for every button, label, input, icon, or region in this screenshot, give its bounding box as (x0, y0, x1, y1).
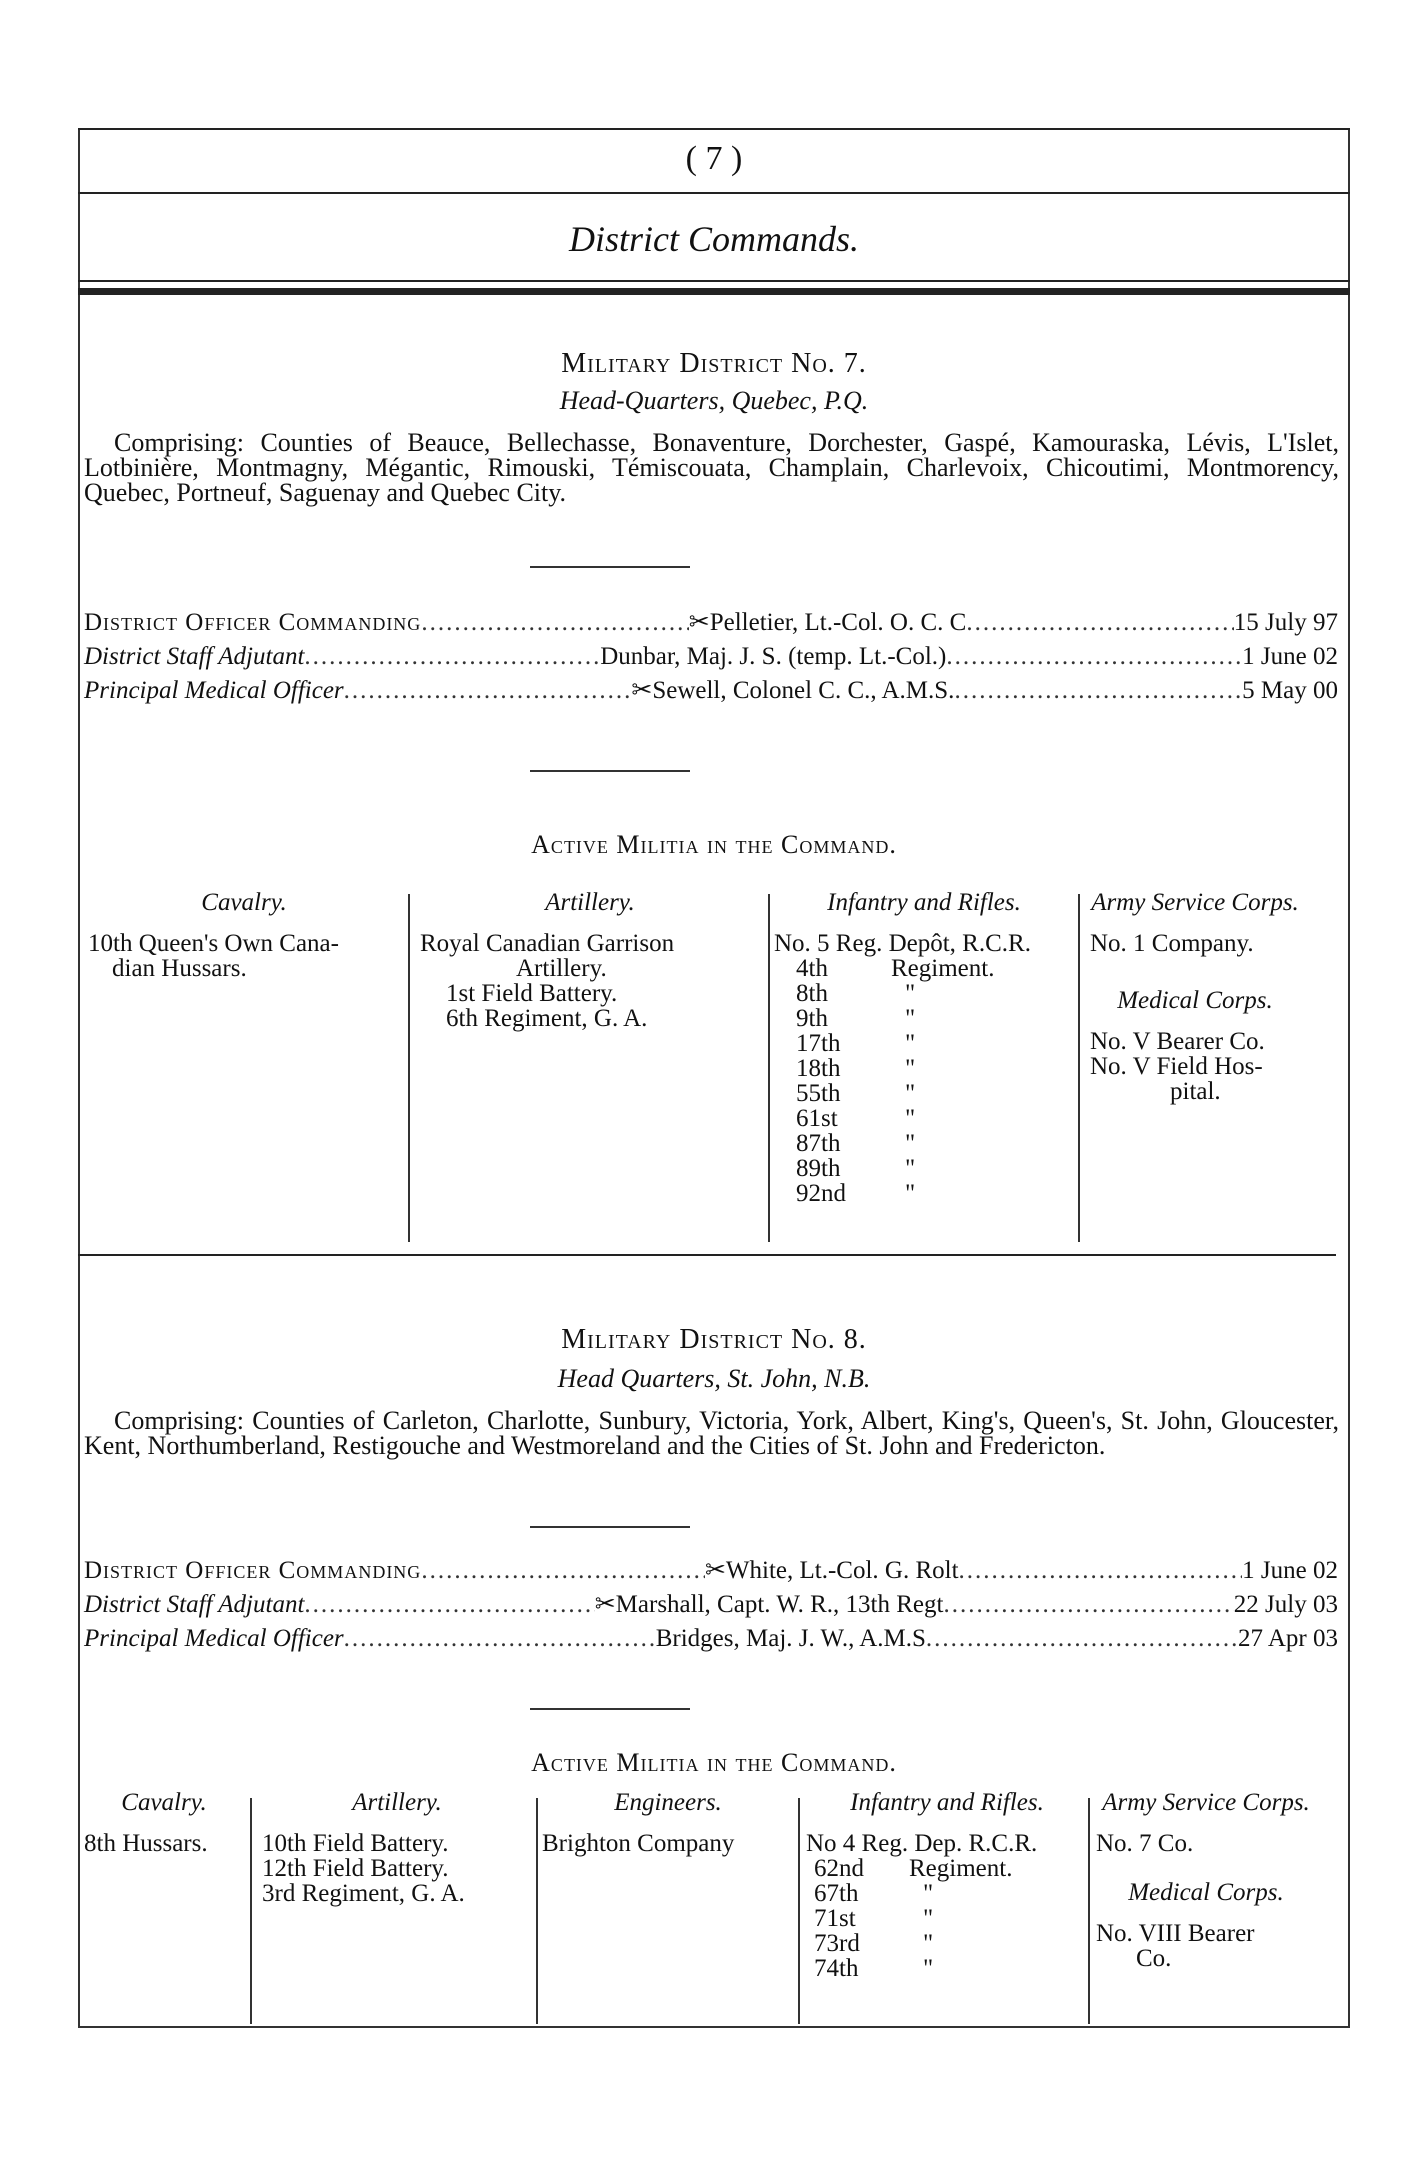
army-service-column (1090, 890, 1340, 1104)
district-comprising: Comprising: Counties of Carleton, Charlotte, Sunbury, Victoria, York, Albert, King's, Queen's, St. John, Gloucester, Kent, Northumberland, Restigouche and Westmoreland and the Cities of St. John and Fredericton. (84, 1406, 1339, 1460)
infantry-regiment-row (796, 1106, 1074, 1131)
officer-date: 5 May 00 (1242, 677, 1338, 704)
district-title: Military District No. 7. (561, 348, 867, 379)
district-comprising: Comprising: Counties of Beauce, Bellechasse, Bonaventure, Dorchester, Gaspé, Kamouraska, Lévis, L'Islet, Lotbinière, Montmagny, Mégantic, Rimouski, Témiscouata, Champlain, Charlevoix, Chicoutimi, Montmorency, Quebec, Portneuf, Saguenay and Quebec City. (84, 428, 1339, 507)
regiment-number: 17th (796, 1030, 841, 1057)
artillery-unit: 6th Regiment, G. A. (446, 1005, 648, 1032)
leader-dots (954, 674, 1242, 708)
officer-name: Bridges, Maj. J. W., A.M.S (655, 1625, 926, 1652)
infantry-regiment-row (796, 1081, 1074, 1106)
column-heading: Army Service Corps. (1102, 1789, 1310, 1816)
cavalry-column (84, 890, 404, 981)
leader-dots (344, 674, 632, 708)
regiment-number: 4th (796, 955, 828, 982)
column-heading: Army Service Corps. (1091, 889, 1299, 916)
infantry-regiment-row (796, 981, 1074, 1006)
title-rule-thick (78, 288, 1350, 295)
engineers-unit: Brighton Company (542, 1830, 735, 1857)
infantry-regiment-row (814, 1856, 1088, 1881)
column-heading: Cavalry. (201, 889, 287, 916)
column-heading: Infantry and Rifles. (850, 1789, 1044, 1816)
column-heading: Medical Corps. (1128, 1879, 1284, 1906)
header-rule (78, 192, 1350, 194)
officer-role: District Staff Adjutant (84, 643, 305, 670)
leader-dots (946, 640, 1242, 674)
officer-date: 1 June 02 (1242, 1557, 1338, 1584)
infantry-regiment-row (796, 1131, 1074, 1156)
regiment-label: " (923, 1930, 934, 1957)
regiment-number: 73rd (814, 1930, 860, 1957)
regiment-label: " (923, 1880, 934, 1907)
leader-dots (926, 1622, 1238, 1656)
section-divider (530, 770, 690, 772)
artillery-column (262, 1790, 532, 1906)
artillery-unit: Royal Canadian Garrison (420, 930, 675, 957)
infantry-column (806, 1790, 1088, 1981)
regiment-number: 89th (796, 1155, 841, 1182)
officer-name: ✂Sewell, Colonel C. C., A.M.S. (631, 677, 955, 704)
column-divider (798, 1798, 800, 2024)
infantry-regiment-row (796, 1181, 1074, 1206)
artillery-column (420, 890, 760, 1031)
officer-row (84, 1622, 1338, 1656)
regiment-number: 67th (814, 1880, 859, 1907)
officer-row (84, 606, 1338, 640)
army-service-column (1096, 1790, 1340, 1971)
regiment-number: 18th (796, 1055, 841, 1082)
artillery-unit: 3rd Regiment, G. A. (262, 1880, 465, 1907)
leader-dots (966, 606, 1233, 640)
regiment-number: 71st (814, 1905, 856, 1932)
cavalry-column (84, 1790, 244, 1856)
column-heading: Engineers. (614, 1789, 722, 1816)
regiment-label: " (905, 980, 916, 1007)
column-heading: Artillery. (352, 1789, 442, 1816)
column-divider (1088, 1798, 1090, 2024)
leader-dots (421, 606, 688, 640)
page-title: District Commands. (568, 219, 860, 259)
officer-date: 1 June 02 (1242, 643, 1338, 670)
infantry-column (774, 890, 1074, 1206)
regiment-label: " (905, 1105, 916, 1132)
regiment-label: " (905, 1180, 916, 1207)
officer-date: 15 July 97 (1233, 609, 1338, 636)
officer-name: ✂Pelletier, Lt.-Col. O. C. C (688, 609, 967, 636)
officer-list (84, 606, 1338, 708)
officer-list (84, 1554, 1338, 1656)
regiment-label: " (905, 1130, 916, 1157)
medical-unit: pital. (1170, 1078, 1221, 1105)
artillery-unit: 1st Field Battery. (446, 980, 618, 1007)
cavalry-unit: 8th Hussars. (84, 1830, 208, 1857)
column-divider (1078, 894, 1080, 1242)
officer-date: 22 July 03 (1233, 1591, 1338, 1618)
medical-unit: No. VIII Bearer (1096, 1920, 1255, 1947)
officer-role: Principal Medical Officer (84, 677, 344, 704)
infantry-regiment-row (796, 1031, 1074, 1056)
medical-unit: No. V Bearer Co. (1090, 1028, 1265, 1055)
officer-date: 27 Apr 03 (1238, 1625, 1338, 1652)
officer-name: ✂Marshall, Capt. W. R., 13th Regt (594, 1591, 944, 1618)
cavalry-unit: 10th Queen's Own Cana- (88, 930, 339, 957)
column-heading: Infantry and Rifles. (827, 889, 1021, 916)
district-headquarters: Head-Quarters, Quebec, P.Q. (559, 386, 869, 415)
artillery-unit: 10th Field Battery. (262, 1830, 449, 1857)
title-rule-thin (78, 280, 1350, 282)
column-heading: Artillery. (545, 889, 635, 916)
infantry-regiment-row (814, 1931, 1088, 1956)
regiment-label: " (905, 1005, 916, 1032)
regiment-label: " (905, 1080, 916, 1107)
officer-row (84, 1588, 1338, 1622)
column-divider (408, 894, 410, 1242)
asc-unit: No. 7 Co. (1096, 1830, 1194, 1857)
regiment-number: 62nd (814, 1855, 864, 1882)
officer-role: Principal Medical Officer (84, 1625, 344, 1652)
column-heading: Cavalry. (121, 1789, 207, 1816)
section-divider (530, 1526, 690, 1528)
officer-role: District Officer Commanding (84, 609, 422, 636)
officer-role: District Staff Adjutant (84, 1591, 305, 1618)
regiment-label: " (905, 1055, 916, 1082)
column-divider (536, 1798, 538, 2024)
asc-unit: No. 1 Company. (1090, 930, 1254, 957)
militia-title: Active Militia in the Command. (531, 830, 897, 859)
regiment-number: 74th (814, 1955, 859, 1982)
infantry-regiment-row (814, 1906, 1088, 1931)
infantry-regiment-row (796, 956, 1074, 981)
medical-unit: Co. (1136, 1945, 1172, 1972)
officer-row (84, 1554, 1338, 1588)
regiment-label: " (923, 1905, 934, 1932)
district-title: Military District No. 8. (561, 1324, 867, 1355)
medical-unit: No. V Field Hos- (1090, 1053, 1263, 1080)
district-headquarters: Head Quarters, St. John, N.B. (557, 1364, 871, 1393)
regiment-label: Regiment. (909, 1855, 1013, 1882)
leader-dots (421, 1554, 705, 1588)
column-heading: Medical Corps. (1117, 987, 1273, 1014)
section-divider (530, 1708, 690, 1710)
leader-dots (943, 1588, 1233, 1622)
infantry-regiment-row (796, 1006, 1074, 1031)
regiment-number: 9th (796, 1005, 828, 1032)
infantry-regiment-row (814, 1881, 1088, 1906)
column-divider (768, 894, 770, 1242)
engineers-column (542, 1790, 794, 1856)
infantry-regiment-row (814, 1956, 1088, 1981)
officer-row (84, 640, 1338, 674)
infantry-regiment-row (796, 1056, 1074, 1081)
cavalry-unit: dian Hussars. (112, 955, 247, 982)
officer-role: District Officer Commanding (84, 1557, 422, 1584)
regiment-number: 8th (796, 980, 828, 1007)
infantry-regiment-row (796, 1156, 1074, 1181)
regiment-label: " (905, 1030, 916, 1057)
section-divider (530, 566, 690, 568)
leader-dots (959, 1554, 1243, 1588)
artillery-unit: 12th Field Battery. (262, 1855, 449, 1882)
leader-dots (304, 1588, 594, 1622)
leader-dots (304, 640, 600, 674)
regiment-label: " (905, 1155, 916, 1182)
regiment-number: 92nd (796, 1180, 846, 1207)
regiment-number: 55th (796, 1080, 841, 1107)
regiment-label: Regiment. (891, 955, 995, 982)
regiment-label: " (923, 1955, 934, 1982)
regiment-number: 61st (796, 1105, 838, 1132)
officer-name: Dunbar, Maj. J. S. (temp. Lt.-Col.) (600, 643, 947, 670)
officer-row (84, 674, 1338, 708)
regiment-number: 87th (796, 1130, 841, 1157)
leader-dots (344, 1622, 656, 1656)
top-rule (78, 128, 1350, 130)
officer-name: ✂White, Lt.-Col. G. Rolt (704, 1557, 959, 1584)
militia-title: Active Militia in the Command. (531, 1748, 897, 1777)
page-number: ( 7 ) (685, 140, 743, 177)
column-divider (250, 1798, 252, 2024)
artillery-unit: Artillery. (516, 955, 607, 982)
infantry-depot: No 4 Reg. Dep. R.C.R. (806, 1830, 1038, 1857)
district-separator (78, 1254, 1336, 1256)
infantry-depot: No. 5 Reg. Depôt, R.C.R. (774, 930, 1031, 957)
